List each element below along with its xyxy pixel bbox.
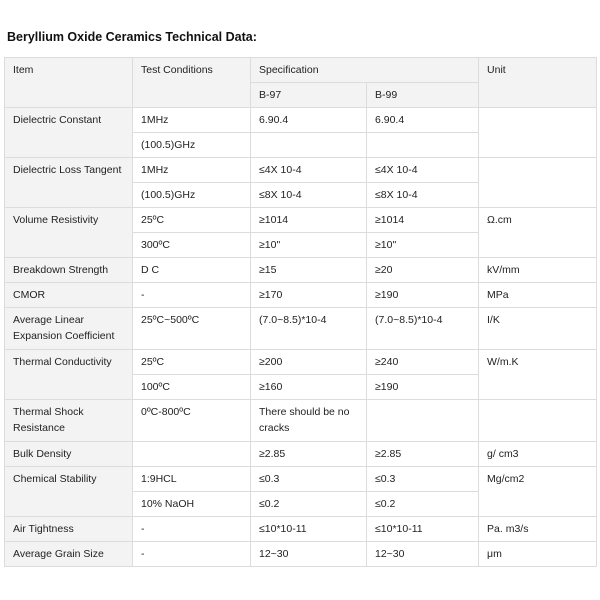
b97-value: ≤8X 10-4 xyxy=(251,183,367,208)
test-condition: 1MHz xyxy=(133,158,251,183)
table-row xyxy=(5,350,597,375)
unit-value: μm xyxy=(479,542,597,567)
table-row xyxy=(5,158,597,183)
test-condition: (100.5)GHz xyxy=(133,133,251,158)
table-row xyxy=(5,258,597,283)
b99-value: 6.90.4 xyxy=(367,108,479,133)
test-condition: 1MHz xyxy=(133,108,251,133)
test-condition: - xyxy=(133,283,251,308)
table-row xyxy=(5,442,597,467)
test-condition: 25ºC~500ºC xyxy=(133,308,251,350)
technical-data-table xyxy=(4,57,597,567)
b97-value: 6.90.4 xyxy=(251,108,367,133)
b99-value: ≤0.3 xyxy=(367,467,479,492)
unit-value xyxy=(479,158,597,208)
row-label: Chemical Stability xyxy=(5,467,133,517)
b99-value: ≤0.2 xyxy=(367,492,479,517)
row-label: Thermal Conductivity xyxy=(5,350,133,400)
b97-value: ≥15 xyxy=(251,258,367,283)
header-specification: Specification xyxy=(251,58,479,83)
test-condition: 25ºC xyxy=(133,350,251,375)
table-row xyxy=(5,542,597,567)
b99-value: ≥10" xyxy=(367,233,479,258)
unit-value: I/K xyxy=(479,308,597,350)
test-condition: - xyxy=(133,517,251,542)
header-b99: B-99 xyxy=(367,83,479,108)
b97-value: ≥160 xyxy=(251,375,367,400)
test-condition: (100.5)GHz xyxy=(133,183,251,208)
b99-value: ≥240 xyxy=(367,350,479,375)
unit-value: W/m.K xyxy=(479,350,597,400)
test-condition: 10% NaOH xyxy=(133,492,251,517)
table-row xyxy=(5,517,597,542)
test-condition: - xyxy=(133,542,251,567)
b99-value: ≥190 xyxy=(367,375,479,400)
b97-value: ≤4X 10-4 xyxy=(251,158,367,183)
test-condition: 100ºC xyxy=(133,375,251,400)
row-label: CMOR xyxy=(5,283,133,308)
b99-value: (7.0~8.5)*10-4 xyxy=(367,308,479,350)
table-row xyxy=(5,283,597,308)
test-condition xyxy=(133,442,251,467)
b99-value: ≤4X 10-4 xyxy=(367,158,479,183)
row-label: Dielectric Constant xyxy=(5,108,133,158)
b97-value: ≥10" xyxy=(251,233,367,258)
unit-value: Pa. m3/s xyxy=(479,517,597,542)
unit-value xyxy=(479,108,597,158)
table-row xyxy=(5,108,597,133)
specification-value: There should be no cracks xyxy=(251,400,367,442)
b99-value: ≥1014 xyxy=(367,208,479,233)
b97-value: ≤10*10-11 xyxy=(251,517,367,542)
b99-value: ≥190 xyxy=(367,283,479,308)
b97-value: ≥200 xyxy=(251,350,367,375)
b99-value xyxy=(367,133,479,158)
b99-value: ≤8X 10-4 xyxy=(367,183,479,208)
b99-value: ≥2.85 xyxy=(367,442,479,467)
row-label: Bulk Density xyxy=(5,442,133,467)
row-label: Average Grain Size xyxy=(5,542,133,567)
unit-value: Ω.cm xyxy=(479,208,597,258)
test-condition: 1:9HCL xyxy=(133,467,251,492)
row-label: Volume Resistivity xyxy=(5,208,133,258)
b99-value xyxy=(367,400,479,442)
row-label: Air Tightness xyxy=(5,517,133,542)
test-condition: D C xyxy=(133,258,251,283)
test-condition: 300ºC xyxy=(133,233,251,258)
header-unit: Unit xyxy=(479,58,597,108)
page-title: Beryllium Oxide Ceramics Technical Data: xyxy=(7,30,257,44)
b97-value: ≥2.85 xyxy=(251,442,367,467)
header-test-conditions: Test Conditions xyxy=(133,58,251,108)
unit-value: MPa xyxy=(479,283,597,308)
test-condition: 25ºC xyxy=(133,208,251,233)
b97-value: (7.0~8.5)*10-4 xyxy=(251,308,367,350)
row-label: Dielectric Loss Tangent xyxy=(5,158,133,208)
table-row xyxy=(5,400,597,442)
row-label: Thermal Shock Resistance xyxy=(5,400,133,442)
b97-value xyxy=(251,133,367,158)
b97-value: ≥170 xyxy=(251,283,367,308)
b97-value: ≥1014 xyxy=(251,208,367,233)
row-label: Breakdown Strength xyxy=(5,258,133,283)
table-row xyxy=(5,308,597,350)
table-row xyxy=(5,467,597,492)
b99-value: ≤10*10-11 xyxy=(367,517,479,542)
b97-value: ≤0.2 xyxy=(251,492,367,517)
header-item: Item xyxy=(5,58,133,108)
row-label: Average Linear Expansion Coefficient xyxy=(5,308,133,350)
unit-value: Mg/cm2 xyxy=(479,467,597,517)
table-row xyxy=(5,208,597,233)
header-row xyxy=(5,58,597,83)
b99-value: 12~30 xyxy=(367,542,479,567)
b97-value: ≤0.3 xyxy=(251,467,367,492)
unit-value: kV/mm xyxy=(479,258,597,283)
b99-value: ≥20 xyxy=(367,258,479,283)
unit-value: g/ cm3 xyxy=(479,442,597,467)
test-condition: 0ºC-800ºC xyxy=(133,400,251,442)
b97-value: 12~30 xyxy=(251,542,367,567)
header-b97: B-97 xyxy=(251,83,367,108)
unit-value xyxy=(479,400,597,442)
